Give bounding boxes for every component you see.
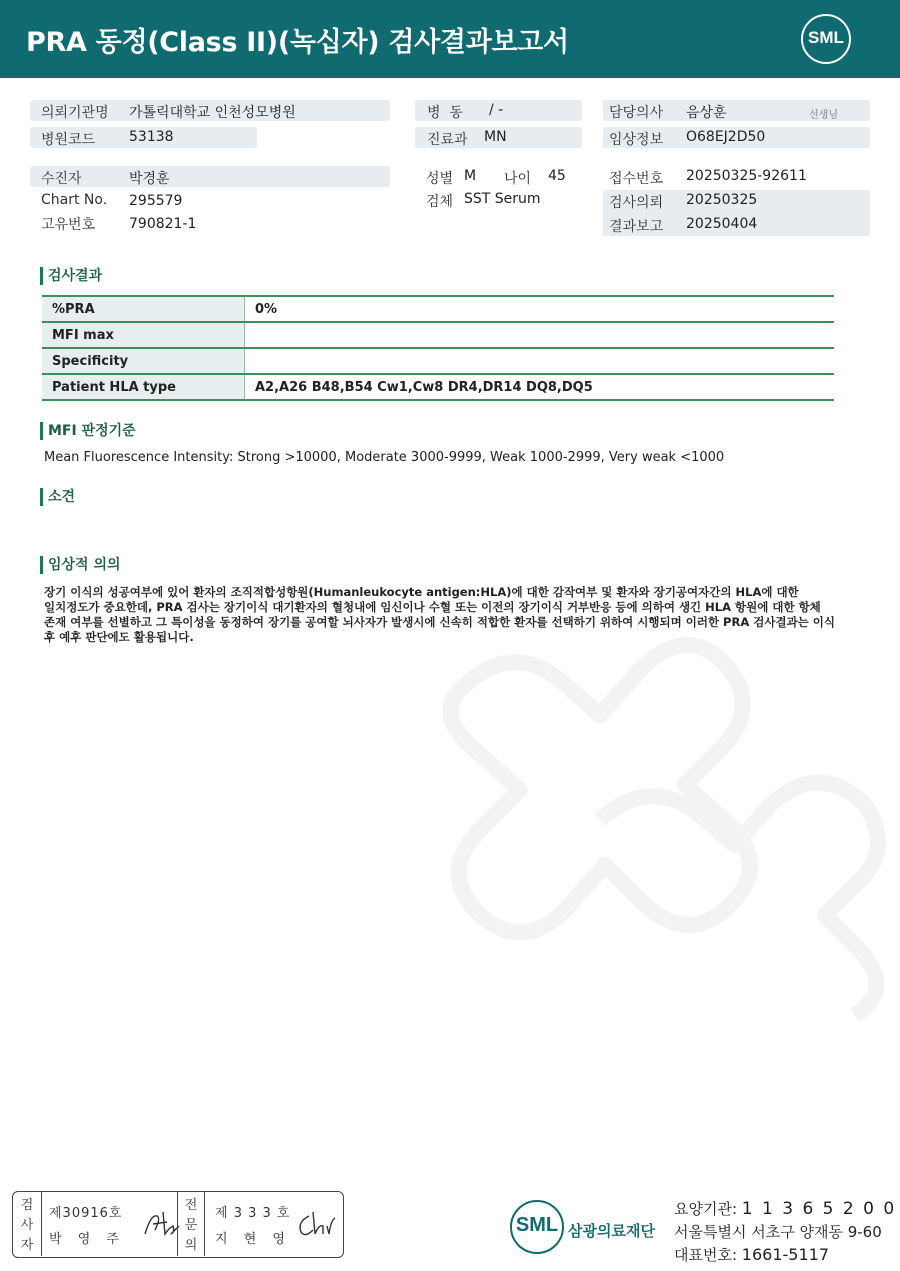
inspector-license: 제30916호: [49, 1206, 123, 1221]
org-phone: [674, 1244, 829, 1265]
section-title-opinion: 소견: [40, 488, 75, 506]
result-value: [245, 322, 835, 348]
patient-label: 수진자: [41, 171, 82, 187]
result-key: %PRA: [42, 296, 245, 322]
table-row: [42, 374, 834, 400]
signature-stamp: [12, 1191, 344, 1258]
patient-field: [30, 166, 390, 187]
doctor-label: 담당의사: [609, 105, 664, 121]
age-label: 나이: [504, 171, 532, 187]
clinical-info-value: O68EJ2D50: [686, 129, 766, 145]
result-value: [245, 348, 835, 374]
specimen-value: SST Serum: [464, 191, 541, 207]
sex-label: 성별: [426, 171, 454, 187]
report-value: 20250404: [686, 216, 758, 232]
doctor-suffix: 선생님: [809, 110, 838, 121]
phone-number: 1661-5117: [741, 1245, 830, 1264]
inspector-column-text: 검사자: [20, 1198, 34, 1253]
clinical-line: 일치정도가 중요한데, PRA 검사는 장기이식 대기환자의 혈청내에 임신이나 수혈 또는 이전의 장기이식 거부반응 등에 의하여 생긴 HLA 항원에 대한 항체: [44, 600, 821, 614]
uid-value: 790821-1: [129, 216, 197, 232]
chart-value: 295579: [129, 193, 183, 209]
result-value: A2,A26 B48,B54 Cw1,Cw8 DR4,DR14 DQ8,DQ5: [245, 374, 835, 400]
inspector-column-label: [15, 1196, 39, 1260]
specimen-label: 검체: [426, 194, 454, 210]
section-title-mfi: MFI 판정기준: [40, 422, 136, 440]
inspector-signature: [141, 1206, 181, 1240]
clinical-line: 장기 이식의 성공여부에 있어 환자의 조직적합성항원(Humanleukocyte antigen:HLA)에 대한 감작여부 및 환자와 장기공여자간의 HLA에 대한: [44, 585, 799, 599]
dept-value: MN: [484, 129, 507, 145]
receipt-value: 20250325-92611: [686, 168, 807, 184]
request-label: 검사의뢰: [609, 195, 664, 211]
hospital-label: 의뢰기관명: [41, 105, 109, 121]
receipt-label: 접수번호: [609, 171, 664, 187]
uid-label: 고유번호: [41, 217, 96, 233]
code-value: 53138: [129, 129, 174, 145]
report-title: PRA 동정(Class II)(녹십자) 검사결과보고서: [26, 27, 569, 58]
table-row: [42, 348, 834, 374]
sml-logo: SML: [808, 28, 844, 47]
doctor-value: 음상훈: [686, 105, 727, 121]
care-label: 요양기관:: [674, 1200, 738, 1218]
report-header: [0, 0, 900, 78]
sex-value: M: [464, 168, 477, 184]
table-row: [42, 296, 834, 322]
hospital-value: 가톨릭대학교 인천성모병원: [129, 105, 296, 121]
phone-label: 대표번호:: [674, 1246, 738, 1264]
section-title-result: 검사결과: [40, 267, 102, 285]
clinical-line: 후 예후 판단에도 활용됩니다.: [44, 630, 194, 644]
clinical-paragraph: [44, 585, 844, 645]
care-number: 1 1 3 6 5 2 0 0: [741, 1199, 897, 1219]
age-value: 45: [548, 168, 566, 184]
specialist-column-label: [179, 1196, 203, 1260]
clinical-info-label: 임상정보: [609, 132, 664, 148]
ward-value: / -: [489, 102, 504, 118]
ward-label: 병 동: [427, 105, 463, 121]
code-label: 병원코드: [41, 132, 96, 148]
result-key: Patient HLA type: [42, 374, 245, 400]
specialist-name: 지 현 영: [215, 1232, 291, 1247]
section-title-clinical: 임상적 의의: [40, 556, 121, 574]
mfi-criteria-text: Mean Fluorescence Intensity: Strong >10000, Moderate 3000-9999, Weak 1000-2999, Very weak <1000: [44, 450, 725, 465]
org-address: 서울특별시 서초구 양재동 9-60: [674, 1223, 882, 1241]
result-key: MFI max: [42, 322, 245, 348]
report-label: 결과보고: [609, 219, 664, 235]
result-value: 0%: [245, 296, 835, 322]
patient-value: 박경훈: [129, 171, 170, 187]
clinical-line: 존재 여부를 선별하고 그 특이성을 동정하여 장기를 공여할 뇌사자가 발생시에 신속히 적합한 환자를 선택하기 위하여 시행되며 이러한 PRA 검사결과는 이식: [44, 615, 836, 629]
request-value: 20250325: [686, 192, 758, 208]
specialist-column-text: 전문의: [184, 1198, 198, 1253]
org-name: 삼광의료재단: [568, 1222, 655, 1240]
specialist-signature: [295, 1208, 337, 1240]
specialist-license: 제 3 3 3 호: [215, 1206, 291, 1221]
chart-label: Chart No.: [41, 192, 108, 208]
dept-label: 진료과: [427, 132, 468, 148]
result-table: [42, 295, 834, 401]
org-logo: SML: [515, 1214, 559, 1236]
table-row: [42, 322, 834, 348]
result-key: Specificity: [42, 348, 245, 374]
inspector-name: 박 영 주: [49, 1232, 125, 1247]
care-institution: [674, 1198, 896, 1219]
